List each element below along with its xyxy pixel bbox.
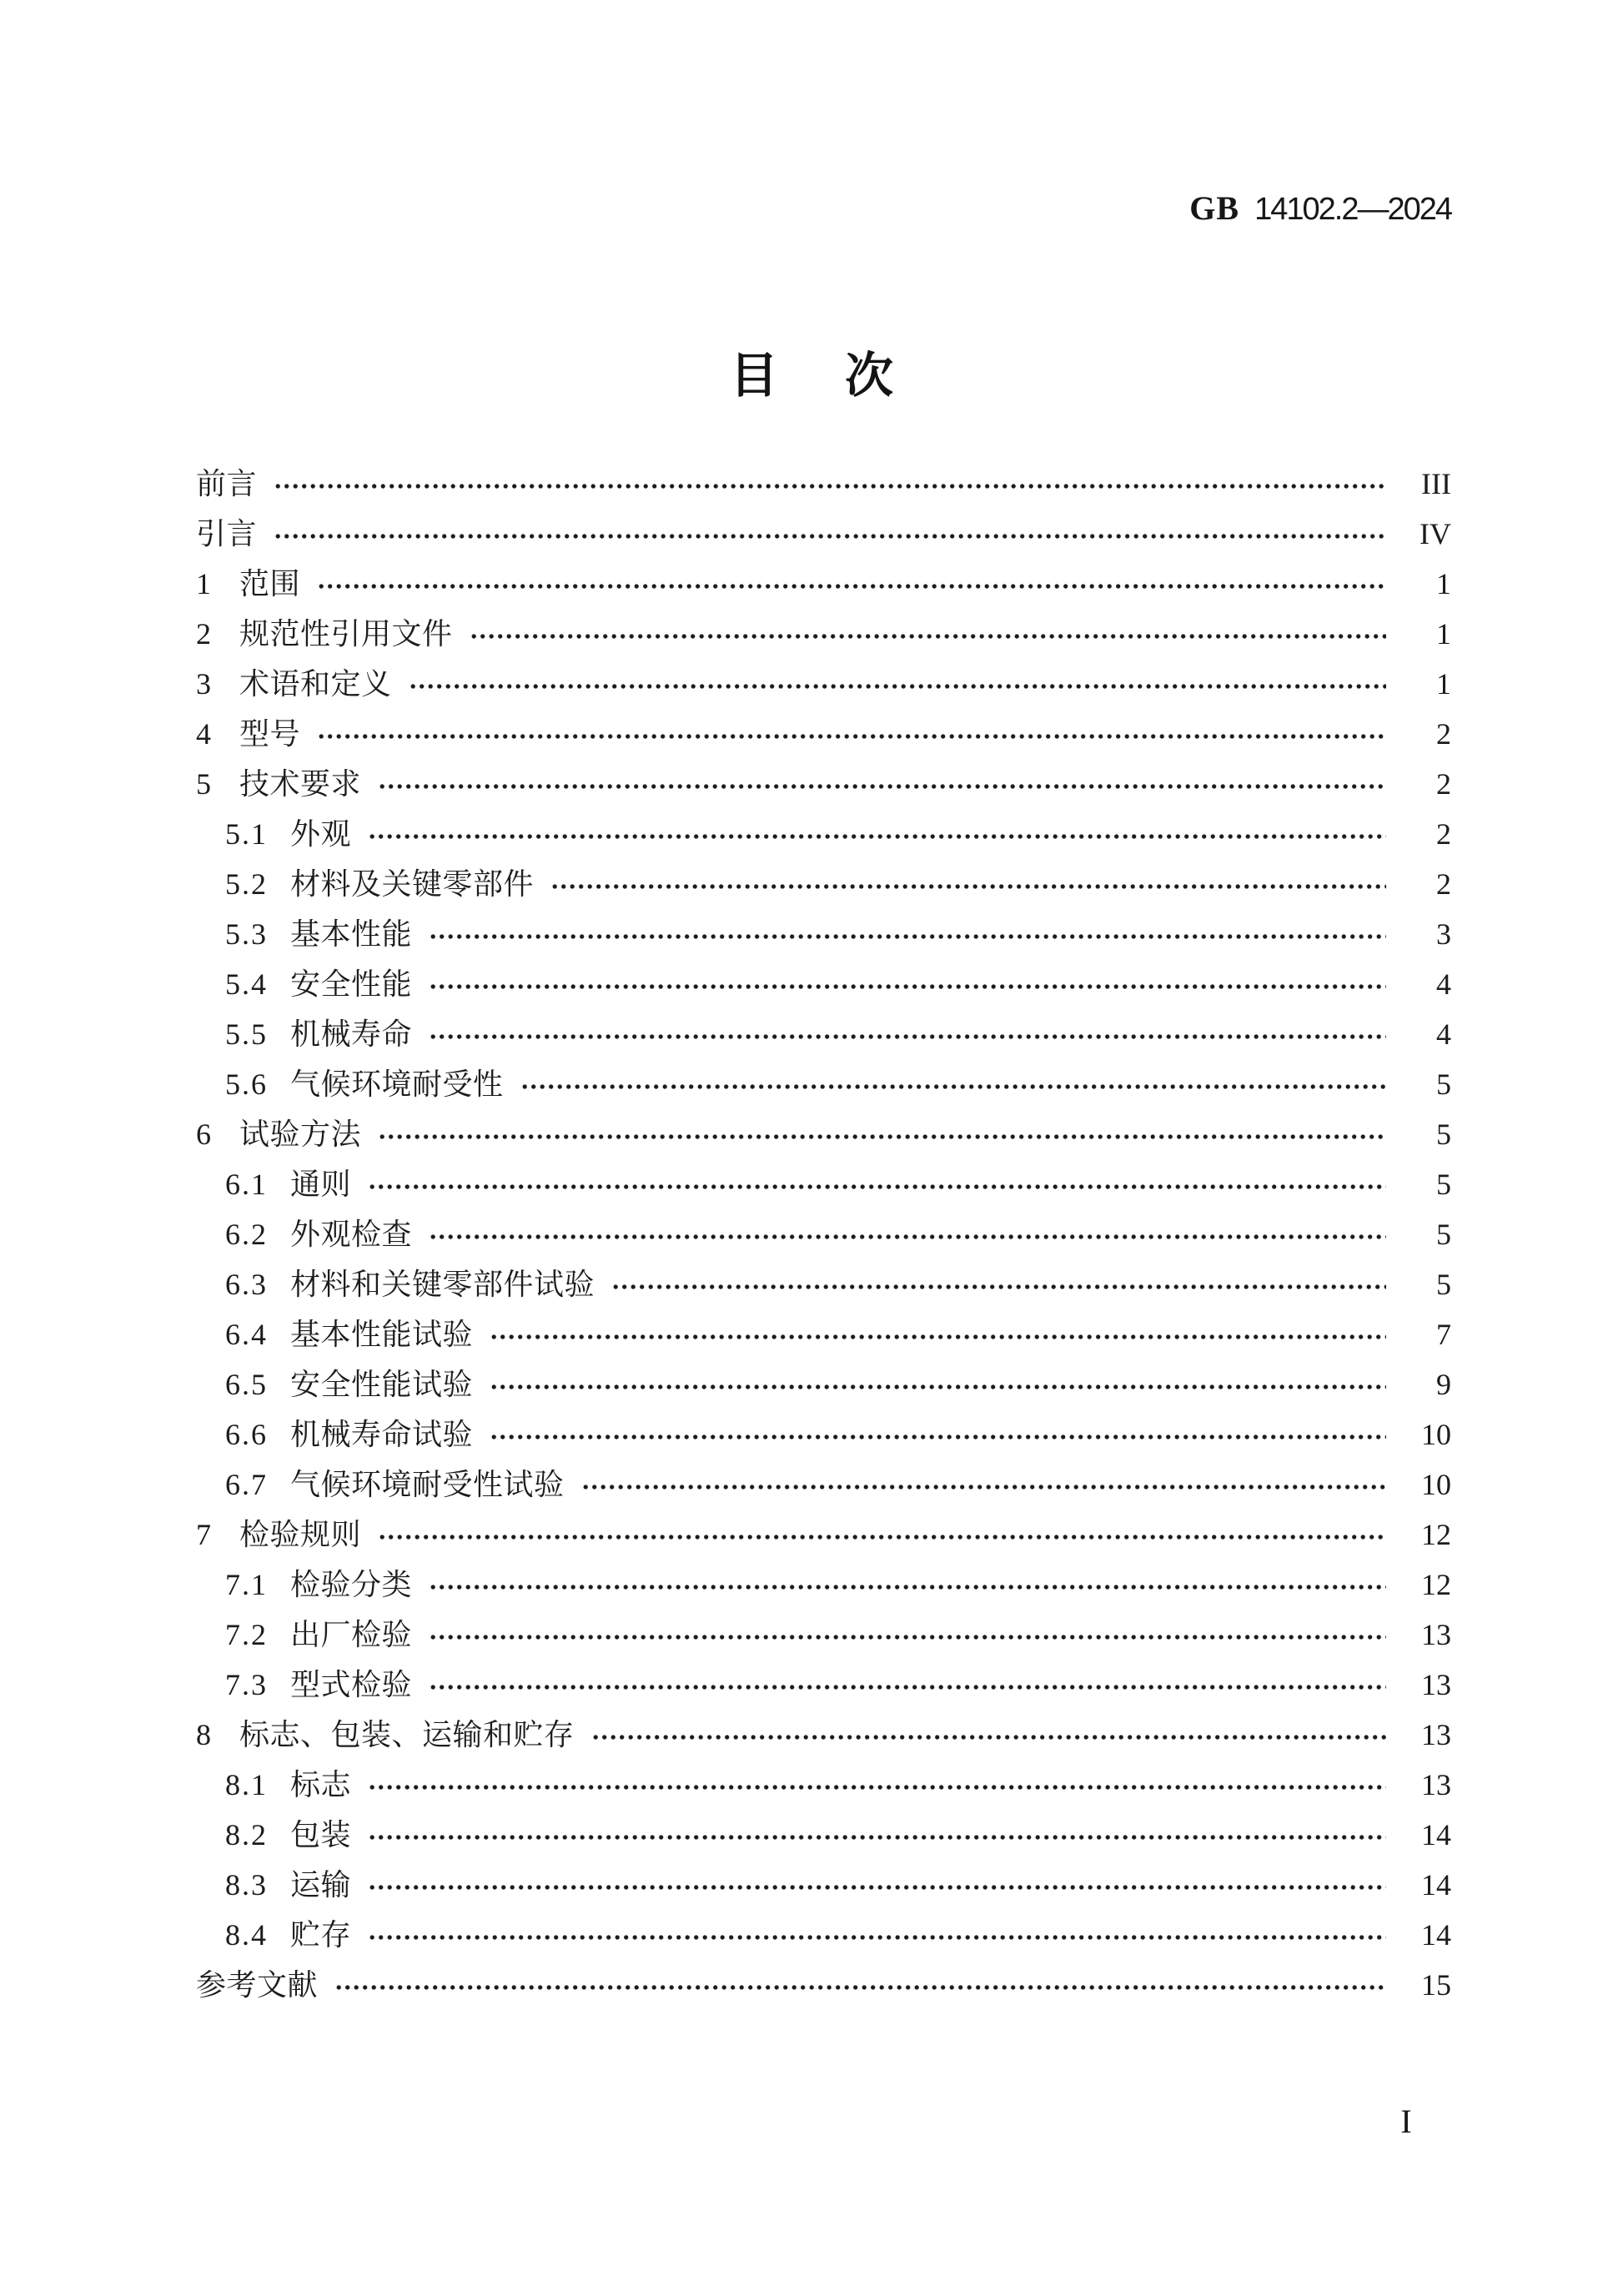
toc-entry-page: 5	[1436, 1268, 1451, 1301]
toc-entry-number: 5.3	[225, 917, 268, 951]
toc-leader-dots	[379, 1133, 1386, 1140]
toc-entry-label: 检验规则	[239, 1518, 362, 1551]
toc-entry-label: 标志、包装、运输和贮存	[239, 1718, 575, 1751]
toc-entry-label: 范围	[239, 567, 301, 600]
toc-row	[0, 859, 1623, 909]
toc-entry-number: 5.6	[225, 1068, 268, 1101]
toc-entry-page: 7	[1436, 1318, 1451, 1351]
toc-row	[0, 1159, 1623, 1209]
toc-entry-page: 12	[1421, 1518, 1451, 1551]
toc-entry-number: 7.3	[225, 1668, 268, 1701]
toc-leader-dots	[379, 783, 1386, 790]
toc-row	[0, 609, 1623, 659]
toc-row	[0, 709, 1623, 759]
toc-leader-dots	[319, 583, 1386, 590]
toc-entry-label: 机械寿命	[290, 1017, 413, 1051]
toc-entry-page: 13	[1421, 1768, 1451, 1801]
toc-row	[0, 1860, 1623, 1910]
toc-entry-number: 7	[196, 1518, 213, 1551]
toc-entry-number: 6.5	[225, 1368, 268, 1401]
toc-entry-number: 5.1	[225, 817, 268, 851]
toc-leader-dots	[522, 1083, 1386, 1090]
toc-leader-dots	[552, 883, 1386, 890]
toc-row	[0, 1660, 1623, 1710]
page-folio: I	[1400, 2103, 1412, 2140]
toc-leader-dots	[369, 1934, 1386, 1941]
toc-entry-label: 标志	[290, 1768, 352, 1801]
toc-leader-dots	[369, 1784, 1386, 1791]
toc-entry-number: 2	[196, 617, 213, 651]
toc-entry-label: 运输	[290, 1868, 352, 1902]
toc-entry-number: 6.1	[225, 1168, 268, 1201]
toc-entry-page: 14	[1421, 1868, 1451, 1902]
toc-entry-label: 包装	[290, 1818, 352, 1851]
toc-entry-page: 15	[1421, 1968, 1451, 2002]
toc-row	[0, 1009, 1623, 1059]
toc-entry-number: 6.2	[225, 1218, 268, 1251]
toc-entry-label: 检验分类	[290, 1568, 413, 1601]
toc-leader-dots	[491, 1384, 1386, 1390]
toc-entry-page: 2	[1436, 817, 1451, 851]
toc-entry-page: 5	[1436, 1218, 1451, 1251]
toc-entry-page: 1	[1436, 667, 1451, 701]
toc-list	[0, 459, 1623, 2010]
toc-leader-dots	[471, 633, 1386, 640]
toc-entry-label: 材料和关键零部件试验	[290, 1268, 595, 1301]
toc-entry-page: 9	[1436, 1368, 1451, 1401]
toc-row	[0, 1259, 1623, 1309]
toc-entry-label: 材料及关键零部件	[290, 867, 535, 901]
toc-entry-page: 10	[1421, 1418, 1451, 1451]
toc-entry-page: 14	[1421, 1918, 1451, 1952]
toc-entry-number: 1	[196, 567, 213, 600]
toc-row	[0, 659, 1623, 709]
toc-leader-dots	[583, 1484, 1386, 1490]
toc-entry-label: 出厂检验	[290, 1618, 413, 1651]
toc-row	[0, 909, 1623, 959]
toc-leader-dots	[369, 833, 1386, 840]
toc-entry-label: 术语和定义	[239, 667, 392, 701]
toc-leader-dots	[336, 1984, 1386, 1991]
toc-entry-page: 3	[1436, 917, 1451, 951]
toc-entry-page: 4	[1436, 1017, 1451, 1051]
toc-entry-label: 技术要求	[239, 767, 362, 801]
toc-entry-label: 引言	[196, 517, 258, 550]
toc-entry-page: III	[1421, 467, 1451, 500]
toc-row	[0, 1760, 1623, 1810]
toc-entry-label: 规范性引用文件	[239, 617, 453, 651]
toc-entry-label: 基本性能试验	[290, 1318, 474, 1351]
toc-entry-page: 13	[1421, 1618, 1451, 1651]
toc-entry-label: 气候环境耐受性试验	[290, 1468, 565, 1501]
toc-row	[0, 459, 1623, 509]
standard-number: 14102.2—2024	[1254, 192, 1451, 227]
standard-code-header	[1189, 188, 1451, 228]
toc-leader-dots	[430, 1634, 1386, 1640]
toc-row	[0, 1109, 1623, 1159]
toc-row	[0, 1309, 1623, 1359]
toc-leader-dots	[379, 1534, 1386, 1540]
toc-entry-number: 7.2	[225, 1618, 268, 1651]
toc-leader-dots	[369, 1183, 1386, 1190]
toc-entry-number: 3	[196, 667, 213, 701]
toc-row	[0, 559, 1623, 609]
toc-entry-page: 5	[1436, 1118, 1451, 1151]
toc-row	[0, 1510, 1623, 1560]
toc-entry-label: 机械寿命试验	[290, 1418, 474, 1451]
toc-entry-label: 气候环境耐受性	[290, 1068, 504, 1101]
toc-leader-dots	[491, 1334, 1386, 1340]
toc-entry-label: 安全性能试验	[290, 1368, 474, 1401]
toc-leader-dots	[593, 1734, 1386, 1741]
toc-row	[0, 1560, 1623, 1610]
toc-entry-page: 1	[1436, 617, 1451, 651]
toc-leader-dots	[430, 1584, 1386, 1590]
toc-row	[0, 509, 1623, 559]
toc-row	[0, 1810, 1623, 1860]
toc-leader-dots	[275, 483, 1386, 490]
toc-entry-number: 8.4	[225, 1918, 268, 1952]
toc-leader-dots	[319, 733, 1386, 740]
toc-leader-dots	[491, 1434, 1386, 1440]
toc-entry-label: 参考文献	[196, 1968, 319, 2002]
toc-entry-page: 10	[1421, 1468, 1451, 1501]
standard-prefix: GB	[1189, 189, 1240, 227]
toc-leader-dots	[430, 1684, 1386, 1691]
toc-row	[0, 1610, 1623, 1660]
toc-entry-number: 8.2	[225, 1818, 268, 1851]
toc-leader-dots	[410, 683, 1386, 690]
toc-entry-number: 5.2	[225, 867, 268, 901]
toc-entry-number: 6	[196, 1118, 213, 1151]
toc-entry-page: 2	[1436, 717, 1451, 751]
toc-entry-number: 8.1	[225, 1768, 268, 1801]
toc-entry-number: 8.3	[225, 1868, 268, 1902]
toc-entry-number: 5	[196, 767, 213, 801]
toc-leader-dots	[430, 933, 1386, 940]
toc-entry-page: 14	[1421, 1818, 1451, 1851]
toc-entry-label: 基本性能	[290, 917, 413, 951]
toc-entry-page: 4	[1436, 967, 1451, 1001]
toc-leader-dots	[275, 533, 1386, 540]
toc-entry-label: 安全性能	[290, 967, 413, 1001]
toc-row	[0, 959, 1623, 1009]
toc-entry-number: 5.5	[225, 1017, 268, 1051]
toc-entry-number: 4	[196, 717, 213, 751]
toc-row	[0, 1459, 1623, 1510]
toc-entry-number: 6.6	[225, 1418, 268, 1451]
toc-entry-page: IV	[1419, 517, 1451, 550]
toc-entry-label: 外观	[290, 817, 352, 851]
toc-leader-dots	[430, 1233, 1386, 1240]
toc-entry-number: 6.3	[225, 1268, 268, 1301]
toc-entry-page: 12	[1421, 1568, 1451, 1601]
toc-entry-label: 试验方法	[239, 1118, 362, 1151]
toc-row	[0, 1710, 1623, 1760]
toc-row	[0, 759, 1623, 809]
toc-entry-label: 前言	[196, 467, 258, 500]
toc-row	[0, 1409, 1623, 1459]
toc-entry-number: 6.7	[225, 1468, 268, 1501]
toc-leader-dots	[430, 983, 1386, 990]
toc-entry-number: 6.4	[225, 1318, 268, 1351]
toc-row	[0, 1059, 1623, 1109]
toc-row	[0, 809, 1623, 859]
toc-entry-number: 5.4	[225, 967, 268, 1001]
toc-row	[0, 1209, 1623, 1259]
toc-entry-page: 13	[1421, 1718, 1451, 1751]
toc-row	[0, 1910, 1623, 1960]
toc-leader-dots	[613, 1284, 1386, 1290]
toc-entry-number: 8	[196, 1718, 213, 1751]
toc-leader-dots	[369, 1834, 1386, 1841]
toc-row	[0, 1359, 1623, 1409]
toc-entry-label: 型式检验	[290, 1668, 413, 1701]
toc-entry-label: 贮存	[290, 1918, 352, 1952]
toc-leader-dots	[369, 1884, 1386, 1891]
toc-leader-dots	[430, 1033, 1386, 1040]
toc-entry-page: 5	[1436, 1168, 1451, 1201]
page-title: 目 次	[729, 349, 894, 403]
toc-entry-page: 2	[1436, 867, 1451, 901]
toc-row	[0, 1960, 1623, 2010]
toc-entry-page: 2	[1436, 767, 1451, 801]
toc-entry-number: 7.1	[225, 1568, 268, 1601]
toc-entry-page: 1	[1436, 567, 1451, 600]
toc-entry-page: 5	[1436, 1068, 1451, 1101]
toc-entry-label: 通则	[290, 1168, 352, 1201]
toc-entry-label: 外观检查	[290, 1218, 413, 1251]
toc-entry-page: 13	[1421, 1668, 1451, 1701]
toc-entry-label: 型号	[239, 717, 301, 751]
